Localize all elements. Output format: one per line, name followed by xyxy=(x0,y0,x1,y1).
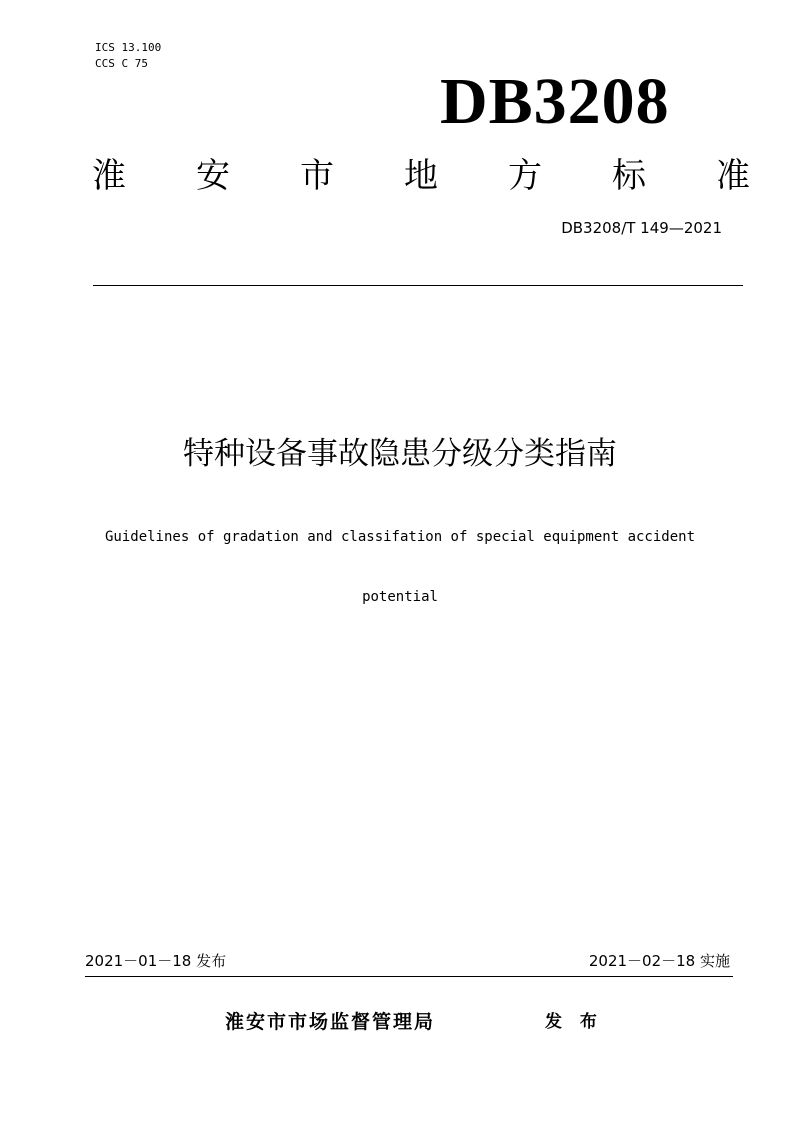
standard-type-char: 方 xyxy=(508,156,542,196)
document-title-english xyxy=(0,507,800,627)
standard-type-char: 淮 xyxy=(92,156,126,196)
implementation-date: 2021－02－18 实施 xyxy=(588,952,730,970)
document-title-chinese: 特种设备事故隐患分级分类指南 xyxy=(183,436,617,472)
bottom-divider xyxy=(85,976,733,977)
standard-type-char: 市 xyxy=(300,156,334,196)
standard-number: DB3208/T 149—2021 xyxy=(561,219,722,237)
ics-code: ICS 13.100 xyxy=(95,41,162,54)
publish-label: 发 布 xyxy=(545,1012,603,1032)
standard-type-char: 地 xyxy=(404,156,438,196)
standard-type-char: 安 xyxy=(196,156,230,196)
english-title-line: potential xyxy=(362,589,438,605)
publisher-name: 淮安市市场监督管理局 xyxy=(225,1011,436,1033)
top-divider xyxy=(93,285,743,286)
classification-codes xyxy=(95,40,161,72)
english-title-line: Guidelines of gradation and classifation of special equipment accident xyxy=(104,529,695,545)
standard-type-char: 准 xyxy=(716,156,750,196)
ccs-code: CCS C 75 xyxy=(95,57,148,70)
issue-date: 2021－01－18 发布 xyxy=(85,952,227,970)
standard-logo: DB3208 xyxy=(440,65,670,138)
standard-type-char: 标 xyxy=(612,156,646,196)
standard-type-heading xyxy=(92,154,750,198)
